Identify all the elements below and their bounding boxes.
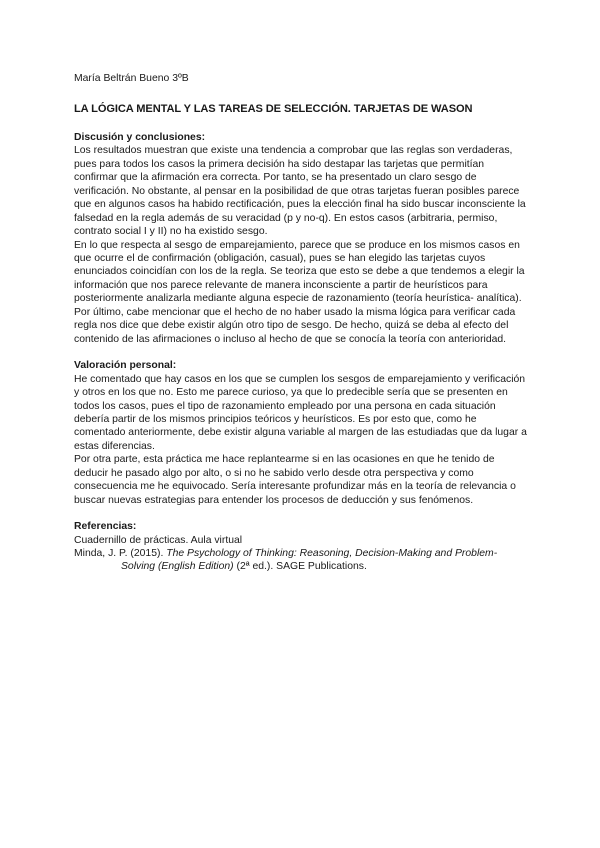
assessment-paragraph: Por otra parte, esta práctica me hace replantearme si en las ocasiones en que he tenido de deducir he pasado algo por alto, o si no he sabido verlo desde otra perspectiva y como consecuencia me he equivocado. Sería interesante profundizar más en la teoría de relevancia o buscar nuevas estrategias para entender los procesos de deducción y sus fenómenos.: [74, 454, 516, 506]
discussion-section: [74, 131, 530, 346]
discussion-heading: Discusión y conclusiones:: [74, 132, 206, 143]
reference-item: [74, 547, 530, 574]
references-heading: Referencias:: [74, 521, 137, 533]
assessment-paragraph: He comentado que hay casos en los que se cumplen los sesgos de emparejamiento y verificación y otros en los que no. Esto me parece curioso, ya que lo predecible sería que se presenten en todos los casos, pues el tipo de razonamiento empleado por una persona en cada situación debería partir de los mismos principios teóricos y heurísticos. Es por esto que, como he comentado anteriormente, debe existir alguna variable al margen de las estudiadas que da lugar a estas diferencias.: [74, 373, 527, 452]
discussion-paragraph: Los resultados muestran que existe una tendencia a comprobar que las reglas son verdaderas, pues para todos los casos la primera decisión ha sido destapar las tarjetas que permitían confirmar que la afirmación era correcta. Por tanto, se ha presentado un claro sesgo de verificación. No obstante, al pensar en la posibilidad de que otras tarjetas fueran posibles parece que en algunos casos ha habido rectificación, pues la elección final ha sido buscar inconsciente la falsedad en la regla además de su veracidad (p y no-q). En estos casos (arbitraria, permiso, contrato social I y II) no ha existido sesgo.: [74, 145, 526, 238]
reference-publisher: (2ª ed.). SAGE Publications.: [233, 561, 367, 573]
document-title: LA LÓGICA MENTAL Y LAS TAREAS DE SELECCIÓN. TARJETAS DE WASON: [74, 103, 473, 115]
reference-book-title: The Psychology of Thinking: Reasoning, Decision-Making and Problem-Solving (English Edition): [121, 548, 498, 573]
reference-authors: Minda, J. P. (2015).: [74, 548, 167, 559]
reference-item: Cuadernillo de prácticas. Aula virtual: [74, 534, 243, 546]
discussion-paragraph: En lo que respecta al sesgo de emparejamiento, parece que se produce en los mismos casos en que ocurre el de confirmación (obligación, casual), pues se han elegido las tarjetas cuyos enunciados coincidían con los de la regla. Se teoriza que esto se debe a que tendemos a elegir la información que nos parece relevante de manera inconsciente a partir de heurísticos para posteriormente analizarla mediante alguna especie de razonamiento (teoría heurística- analítica).: [74, 239, 525, 305]
references-section: [74, 520, 530, 574]
assessment-heading: Valoración personal:: [74, 360, 177, 372]
discussion-paragraph: Por último, cabe mencionar que el hecho de no haber usado la misma lógica para verificar cada regla nos dice que debe existir algún otro tipo de sesgo. De hecho, quizá se deba al efecto del contenido de las afirmaciones o incluso al hecho de que se conocía la teoría con anterioridad.: [74, 306, 516, 345]
author-line: María Beltrán Bueno 3ºB: [74, 73, 189, 84]
assessment-section: [74, 359, 530, 507]
